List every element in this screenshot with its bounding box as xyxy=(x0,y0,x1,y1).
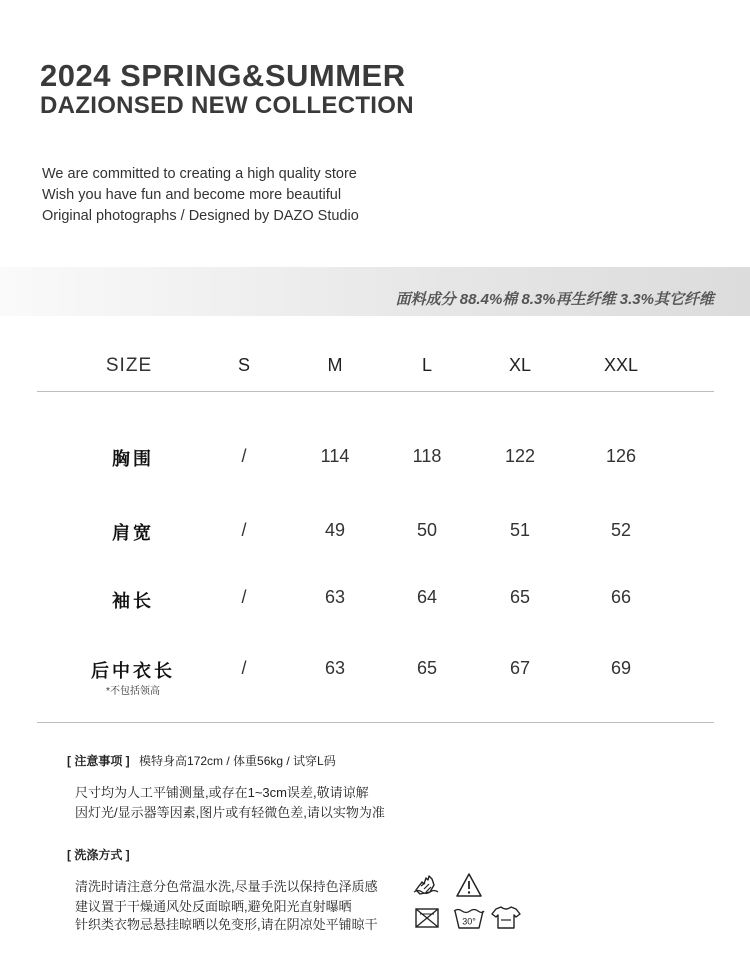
row-note: *不包括领高 xyxy=(106,686,160,697)
washing-title xyxy=(67,846,130,863)
size-header-xl: XL xyxy=(508,355,532,375)
intro-line: Original photographs / Designed by DAZO Studio xyxy=(42,208,359,224)
wash-temperature-label: 30° xyxy=(462,916,476,927)
table-bottom-divider xyxy=(37,722,714,723)
table-cell: 114 xyxy=(320,446,350,466)
fabric-composition: 面料成分 88.4%棉 8.3%再生纤维 3.3%其它纤维 xyxy=(395,291,714,308)
table-cell: 126 xyxy=(605,446,637,466)
row-label-sleeve: 袖长 xyxy=(112,591,154,611)
table-cell: 49 xyxy=(324,520,346,540)
table-cell: 52 xyxy=(610,520,632,540)
table-cell: / xyxy=(241,520,247,540)
notes-line: 因灯光/显示器等因素,图片或有轻微色差,请以实物为准 xyxy=(75,805,385,820)
intro-line: Wish you have fun and become more beautiful xyxy=(42,187,342,203)
wash-30-icon xyxy=(452,905,486,931)
table-cell: 51 xyxy=(509,520,531,540)
size-header-label: SIZE xyxy=(105,355,153,376)
size-header-l: L xyxy=(421,355,433,375)
table-cell: 69 xyxy=(610,658,632,678)
size-header-m: M xyxy=(327,355,343,375)
table-cell: 65 xyxy=(509,587,531,607)
table-cell: / xyxy=(241,658,247,678)
washing-line: 建议置于干燥通风处反面晾晒,避免阳光直射曝晒 xyxy=(75,899,352,914)
washing-line: 清洗时请注意分色常温水洗,尽量手洗以保持色泽质感 xyxy=(75,879,378,894)
row-label-back-length: 后中衣长 xyxy=(91,661,175,681)
flat-dry-shirt-icon xyxy=(490,904,522,932)
notes-header xyxy=(67,752,336,769)
washing-line: 针织类衣物忌悬挂晾晒以免变形,请在阴凉处平铺晾干 xyxy=(75,917,378,932)
washing-title-text: [ 洗涤方式 ] xyxy=(67,848,130,862)
row-label-shoulder: 肩宽 xyxy=(112,523,154,543)
table-cell: 66 xyxy=(610,587,632,607)
collection-title: 2024 SPRING&SUMMER xyxy=(40,58,406,93)
notes-line: 尺寸均为人工平铺测量,或存在1~3cm误差,敬请谅解 xyxy=(75,785,369,800)
size-header-s: S xyxy=(237,355,251,375)
table-cell: / xyxy=(241,446,247,466)
table-cell: 67 xyxy=(509,658,531,678)
table-cell: 118 xyxy=(412,446,442,466)
table-cell: 63 xyxy=(324,658,346,678)
table-cell: 122 xyxy=(504,446,536,466)
size-header-xxl: XXL xyxy=(603,355,639,375)
intro-line: We are committed to creating a high quality store xyxy=(42,166,357,182)
collection-subtitle: DAZIONSED NEW COLLECTION xyxy=(40,92,414,119)
no-tumble-dry-icon xyxy=(414,906,440,930)
table-cell: 50 xyxy=(416,520,438,540)
table-cell: 63 xyxy=(324,587,346,607)
table-cell: 65 xyxy=(416,658,438,678)
model-info: 模特身高172cm / 体重56kg / 试穿L码 xyxy=(139,754,336,768)
table-cell: / xyxy=(241,587,247,607)
hand-wash-icon xyxy=(412,870,440,898)
notes-title: [ 注意事项 ] xyxy=(67,754,130,768)
table-cell: 64 xyxy=(416,587,438,607)
table-top-divider xyxy=(37,391,714,392)
row-label-chest: 胸围 xyxy=(112,449,154,469)
warning-icon xyxy=(455,872,483,898)
